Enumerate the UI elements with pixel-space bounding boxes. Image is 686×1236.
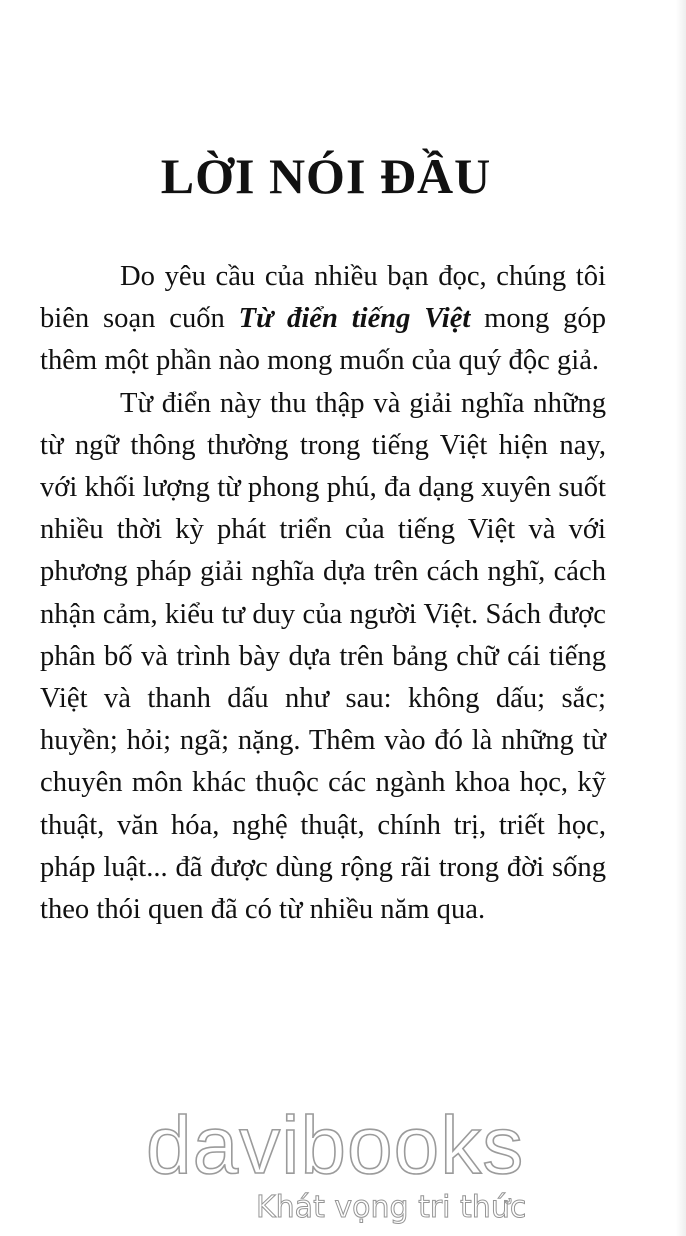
preface-body <box>40 256 606 931</box>
watermark <box>0 1100 686 1236</box>
page-edge-shadow <box>676 0 686 1236</box>
watermark-brand: davibooks <box>146 1100 525 1191</box>
paragraph-1-after: mong góp thêm một phần nào mong muốn của quý độc giả. <box>40 303 607 377</box>
paragraph-2: Từ điển này thu thập và giải nghĩa những từ ngữ thông thường trong tiếng Việt hiện nay, với khối lượng từ phong phú, đa dạng xuyên suốt nhiều thời kỳ phát triển của tiếng Việt và với phương pháp giải nghĩa dựa trên cách nghĩ, cách nhận cảm, kiểu tư duy của người Việt. Sách được phân bố và trình bày dựa trên bảng chữ cái tiếng Việt và thanh dấu như sau: không dấu; sắc; huyền; hỏi; ngã; nặng. Thêm vào đó là những từ chuyên môn khác thuộc các ngành khoa học, kỹ thuật, văn hóa, nghệ thuật, chính trị, triết học, pháp luật... đã được dùng rộng rãi trong đời sống theo thói quen đã có từ nhiều năm qua. <box>40 387 606 926</box>
paragraph-1 <box>40 256 606 383</box>
paragraph-1-before: Do yêu cầu của nhiều bạn đọc, chúng tôi biên soạn cuốn <box>40 261 606 335</box>
page-title: LỜI NÓI ĐẦU <box>160 148 492 204</box>
watermark-slogan: Khát vọng tri thức <box>256 1190 527 1225</box>
book-title-emphasis: Từ điển tiếng Việt <box>238 303 471 335</box>
